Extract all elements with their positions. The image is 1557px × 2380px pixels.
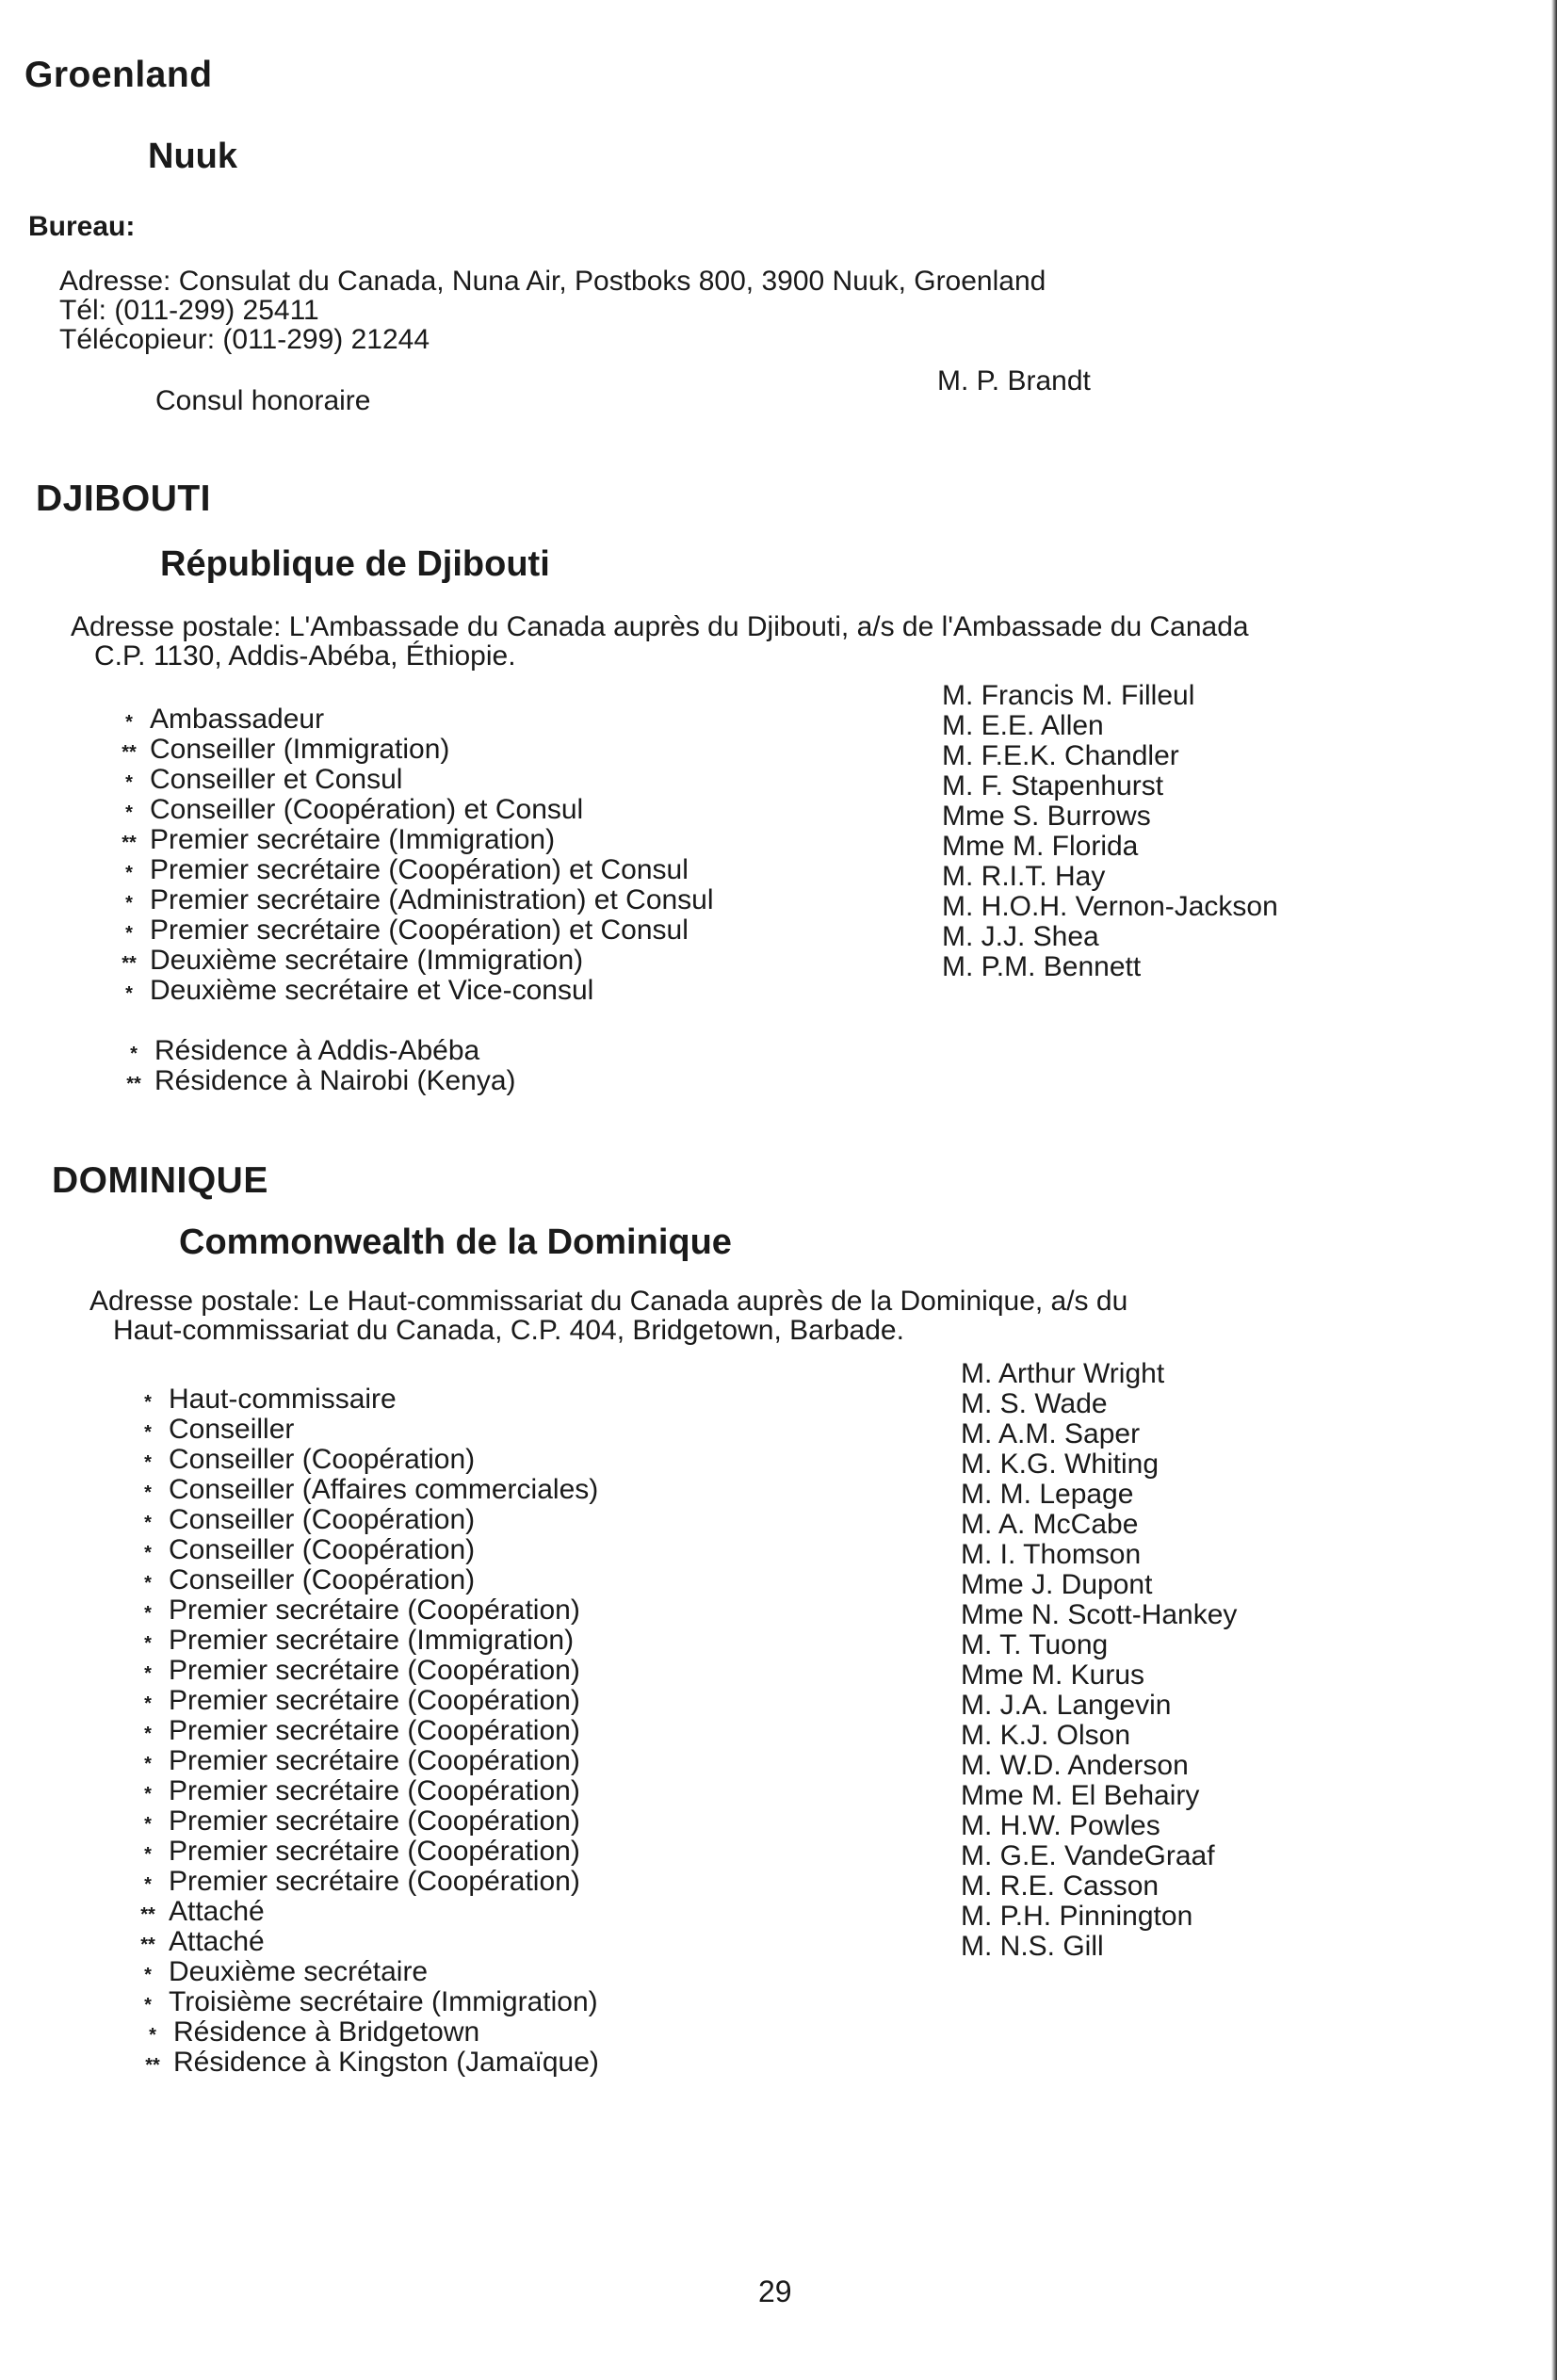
country-heading-groenland: Groenland [24, 55, 213, 95]
staff-title: Premier secrétaire (Coopération) [169, 1805, 580, 1837]
official-name-djibouti: République de Djibouti [160, 544, 550, 584]
residence-mark: * [125, 772, 133, 793]
residence-mark: * [144, 1482, 152, 1503]
staff-title: Premier secrétaire (Coopération) [169, 1775, 580, 1806]
staff-name: Mme J. Dupont [961, 1569, 1153, 1600]
residence-mark: * [144, 1754, 152, 1774]
address-line: Adresse postale: L'Ambassade du Canada auprès du Djibouti, a/s de l'Ambassade du Canada [71, 611, 1249, 642]
residence-mark: * [144, 1633, 152, 1654]
staff-row [127, 1746, 598, 1776]
legend-row [132, 2048, 599, 2078]
residence-mark: ** [140, 1935, 155, 1955]
staff-title: Premier secrétaire (Immigration) [150, 824, 556, 855]
residence-mark: * [125, 893, 133, 914]
residence-mark: ** [140, 1904, 155, 1925]
djibouti-staff-names [942, 681, 1278, 982]
residence-mark: * [144, 1573, 152, 1594]
staff-row [108, 825, 714, 855]
page-number: 29 [758, 2275, 792, 2308]
staff-title: Premier secrétaire (Coopération) [169, 1685, 580, 1716]
staff-row [127, 1475, 598, 1505]
phone-line: Tél: (011-299) 25411 [59, 295, 319, 326]
staff-title: Ambassadeur [150, 704, 325, 735]
residence-mark: ** [122, 953, 137, 974]
residence-mark: * [144, 1784, 152, 1805]
staff-title: Premier secrétaire (Coopération) [169, 1655, 580, 1686]
djibouti-staff-titles [108, 704, 714, 1006]
address-line: Adresse: Consulat du Canada, Nuna Air, Postboks 800, 3900 Nuuk, Groenland [59, 266, 1046, 297]
staff-name: Mme N. Scott-Hankey [961, 1599, 1238, 1630]
staff-row [108, 915, 714, 946]
staff-name: M. P.H. Pinnington [961, 1901, 1193, 1932]
staff-row [108, 855, 714, 885]
staff-name: M. J.A. Langevin [961, 1690, 1172, 1721]
country-heading-djibouti: DJIBOUTI [36, 478, 212, 519]
djibouti-address [71, 612, 1249, 671]
residence-mark: * [144, 1513, 152, 1533]
legend-row [113, 1066, 516, 1096]
staff-row [127, 1686, 598, 1716]
staff-name: M. A.M. Saper [961, 1418, 1141, 1449]
staff-row [127, 1505, 598, 1535]
staff-row [127, 1656, 598, 1686]
staff-row [108, 704, 714, 735]
residence-mark: * [144, 1965, 152, 1985]
staff-name: M. E.E. Allen [942, 710, 1104, 741]
staff-name: Mme M. Florida [942, 831, 1139, 862]
staff-row [127, 1987, 598, 2017]
staff-title: Conseiller (Affaires commerciales) [169, 1474, 599, 1505]
staff-title: Conseiller (Coopération) et Consul [150, 794, 584, 825]
address-line: Haut-commissariat du Canada, C.P. 404, Bridgetown, Barbade. [113, 1315, 904, 1346]
staff-row [108, 946, 714, 976]
staff-name: M. J.J. Shea [942, 921, 1099, 952]
groenland-address [59, 267, 1046, 354]
staff-row [127, 1384, 598, 1415]
residence-mark: * [144, 1452, 152, 1473]
staff-title: Premier secrétaire (Coopération) et Consul [150, 915, 689, 946]
staff-title: Conseiller (Coopération) [169, 1534, 476, 1565]
staff-title: Premier secrétaire (Coopération) [169, 1866, 580, 1897]
official-name-dominique: Commonwealth de la Dominique [179, 1222, 732, 1262]
staff-name: M. Arthur Wright [961, 1358, 1165, 1389]
staff-name: M. F.E.K. Chandler [942, 740, 1179, 771]
staff-title: Premier secrétaire (Coopération) [169, 1715, 580, 1746]
address-line: Adresse postale: Le Haut-commissariat du Canada auprès de la Dominique, a/s du [89, 1286, 1128, 1317]
legend-text: Résidence à Bridgetown [173, 2016, 480, 2048]
staff-name: M. H.O.H. Vernon-Jackson [942, 891, 1278, 922]
bureau-label: Bureau: [28, 211, 136, 242]
staff-row [127, 1415, 598, 1445]
staff-title: Premier secrétaire (Coopération) [169, 1595, 580, 1626]
residence-mark: * [144, 1844, 152, 1865]
staff-title: Premier secrétaire (Coopération) et Consul [150, 854, 689, 885]
dominique-staff-names [961, 1359, 1237, 1962]
residence-mark: ** [122, 833, 137, 853]
staff-name: Mme M. El Behairy [961, 1780, 1200, 1811]
staff-title: Deuxième secrétaire (Immigration) [150, 945, 584, 976]
residence-mark: * [125, 802, 133, 823]
residence-mark: ** [122, 742, 137, 763]
staff-title: Troisième secrétaire (Immigration) [169, 1986, 598, 2017]
staff-title: Premier secrétaire (Coopération) [169, 1745, 580, 1776]
staff-row [127, 1776, 598, 1806]
staff-title: Deuxième secrétaire [169, 1956, 429, 1987]
staff-title: Conseiller (Immigration) [150, 734, 450, 765]
staff-title: Premier secrétaire (Coopération) [169, 1836, 580, 1867]
staff-title: Deuxième secrétaire et Vice-consul [150, 975, 594, 1006]
residence-mark: * [149, 2025, 156, 2046]
staff-name: M. I. Thomson [961, 1539, 1142, 1570]
residence-mark: ** [126, 1074, 141, 1094]
residence-mark: * [144, 1422, 152, 1443]
staff-row [127, 1837, 598, 1867]
residence-mark: * [144, 1724, 152, 1744]
staff-title: Conseiller et Consul [150, 764, 403, 795]
staff-row [127, 1957, 598, 1987]
staff-row [108, 735, 714, 765]
residence-mark: * [125, 863, 133, 883]
residence-mark: * [130, 1044, 138, 1064]
residence-mark: * [144, 1663, 152, 1684]
city-heading-nuuk: Nuuk [148, 137, 237, 176]
staff-name: M. Francis M. Filleul [942, 680, 1195, 711]
dominique-address [89, 1287, 1127, 1345]
residence-mark: * [125, 923, 133, 944]
staff-name: M. A. McCabe [961, 1509, 1139, 1540]
staff-title: Premier secrétaire (Administration) et Consul [150, 884, 714, 915]
staff-name: M. R.I.T. Hay [942, 861, 1106, 892]
residence-mark: * [144, 1995, 152, 2016]
staff-name: M. H.W. Powles [961, 1810, 1160, 1841]
staff-row [127, 1927, 598, 1957]
staff-name: M. P. Brandt [937, 365, 1091, 397]
staff-row [127, 1867, 598, 1897]
staff-row [127, 1535, 598, 1565]
staff-name: M. F. Stapenhurst [942, 770, 1164, 801]
staff-title: Conseiller (Coopération) [169, 1504, 476, 1535]
staff-title: Attaché [169, 1926, 265, 1957]
legend-text: Résidence à Addis-Abéba [154, 1035, 480, 1066]
staff-row [108, 976, 714, 1006]
staff-title: Haut-commissaire [169, 1384, 397, 1415]
residence-mark: * [125, 983, 133, 1004]
staff-title: Conseiller [169, 1414, 295, 1445]
staff-row [127, 1445, 598, 1475]
staff-name: M. N.S. Gill [961, 1931, 1104, 1962]
dominique-staff-titles [127, 1384, 598, 2017]
staff-row [127, 1595, 598, 1626]
staff-name: M. S. Wade [961, 1388, 1108, 1419]
djibouti-residence-legend [113, 1036, 516, 1096]
staff-row [127, 1716, 598, 1746]
staff-row [108, 885, 714, 915]
staff-name: M. P.M. Bennett [942, 951, 1142, 982]
staff-title: Attaché [169, 1896, 265, 1927]
residence-mark: * [144, 1814, 152, 1835]
residence-mark: * [125, 712, 133, 733]
staff-name: Mme S. Burrows [942, 801, 1151, 832]
staff-name: M. M. Lepage [961, 1479, 1134, 1510]
dominique-residence-legend [132, 2017, 599, 2078]
staff-name: Mme M. Kurus [961, 1660, 1145, 1691]
staff-name: M. G.E. VandeGraaf [961, 1840, 1215, 1871]
residence-mark: ** [145, 2055, 160, 2076]
staff-title: Conseiller (Coopération) [169, 1564, 476, 1595]
staff-row [127, 1897, 598, 1927]
residence-mark: * [144, 1603, 152, 1624]
residence-mark: * [144, 1693, 152, 1714]
staff-name: M. T. Tuong [961, 1629, 1109, 1660]
legend-row [132, 2017, 599, 2048]
staff-title: Conseiller (Coopération) [169, 1444, 476, 1475]
staff-name: M. K.G. Whiting [961, 1449, 1160, 1480]
staff-name: M. W.D. Anderson [961, 1750, 1189, 1781]
legend-text: Résidence à Kingston (Jamaïque) [173, 2047, 599, 2078]
address-line: C.P. 1130, Addis-Abéba, Éthiopie. [94, 640, 516, 672]
legend-text: Résidence à Nairobi (Kenya) [154, 1065, 516, 1096]
fax-line: Télécopieur: (011-299) 21244 [59, 324, 430, 355]
page-edge-shadow [1551, 0, 1557, 2380]
residence-mark: * [144, 1874, 152, 1895]
residence-mark: * [144, 1543, 152, 1563]
residence-mark: * [144, 1392, 152, 1413]
legend-row [113, 1036, 516, 1066]
staff-row [108, 765, 714, 795]
staff-name: M. K.J. Olson [961, 1720, 1131, 1751]
staff-name: M. R.E. Casson [961, 1870, 1160, 1902]
staff-row [108, 795, 714, 825]
staff-title: Premier secrétaire (Immigration) [169, 1625, 575, 1656]
staff-row [127, 1565, 598, 1595]
staff-row [127, 1806, 598, 1837]
country-heading-dominique: DOMINIQUE [52, 1160, 268, 1201]
staff-row [127, 1626, 598, 1656]
staff-title: Consul honoraire [155, 385, 371, 416]
